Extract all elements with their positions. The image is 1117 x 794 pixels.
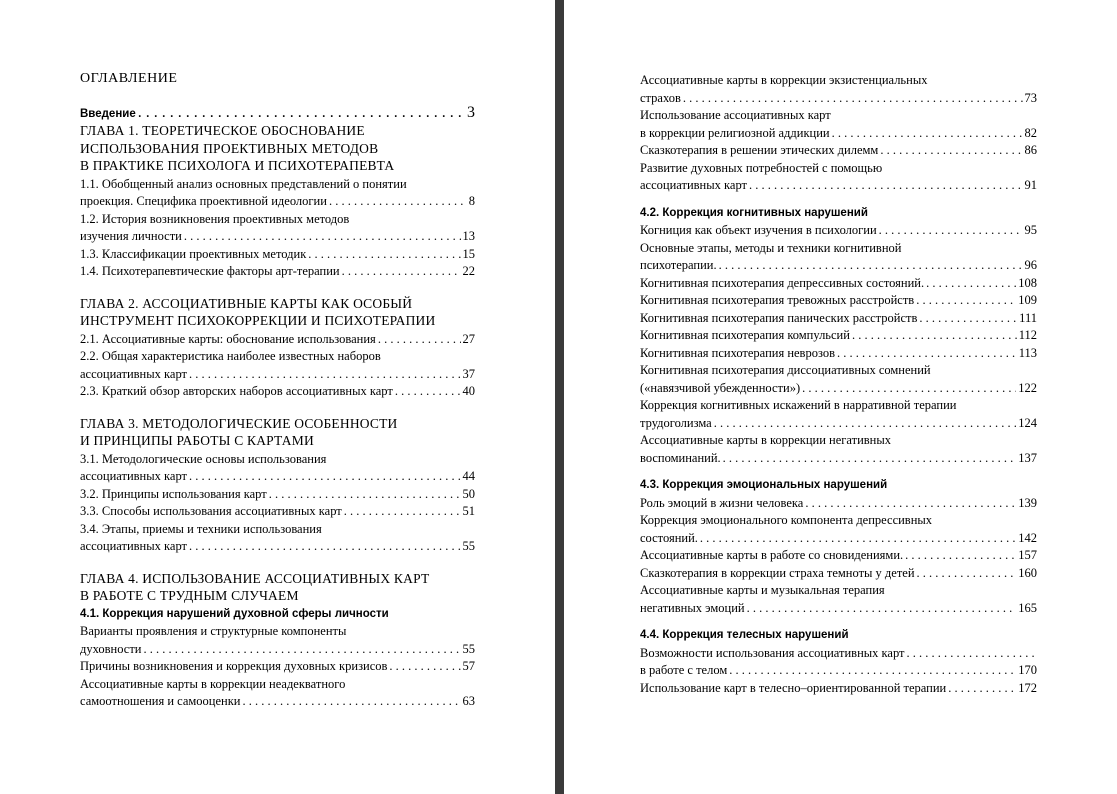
chapter-1-heading[interactable]: ГЛАВА 1. ТЕОРЕТИЧЕСКОЕ ОБОСНОВАНИЕ ИСПОЛЬЗОВАНИЯ ПРОЕКТИВНЫХ МЕТОДОВ В ПРАКТИКЕ ПСИХОЛОГА И ПСИХОТЕРАПЕВТА	[80, 123, 395, 173]
toc-entry-4-3-b[interactable]: Коррекция эмоционального компонента депрессивных состояний. . . . 142	[640, 512, 1037, 547]
toc-entry-4-3-c[interactable]: Ассоциативные карты в работе со сновидениями. . . . 157	[640, 547, 1037, 565]
section-4-3-heading[interactable]: 4.3. Коррекция эмоциональных нарушений	[640, 479, 888, 491]
toc-entry-4-2-a[interactable]: Когниция как объект изучения в психологии . . . 95	[640, 222, 1037, 240]
toc-entry-4-1-c[interactable]: Ассоциативные карты в коррекции неадекватного самоотношения и самооценки . . . 63	[80, 676, 475, 711]
toc-entry-4-3-e[interactable]: Ассоциативные карты и музыкальная терапия негативных эмоций . . . 165	[640, 582, 1037, 617]
toc-entry-4-2-j[interactable]: Ассоциативные карты в коррекции негативных воспоминаний. . . . 137	[640, 432, 1037, 467]
right-page	[564, 0, 1117, 794]
toc-entry-4-3-d[interactable]: Сказкотерапия в коррекции страха темноты у детей . . . 160	[640, 565, 1037, 583]
toc-title: ОГЛАВЛЕНИЕ	[80, 71, 178, 86]
toc-entry-4-2-c[interactable]: Когнитивная психотерапия депрессивных состояний. . . . 108	[640, 275, 1037, 293]
toc-entry-2-2[interactable]: 2.2. Общая характеристика наиболее известных наборов ассоциативных карт . . . 37	[80, 348, 475, 383]
toc-entry-4-2-b[interactable]: Основные этапы, методы и техники когнитивной психотерапии. . . . 96	[640, 240, 1037, 275]
toc-left-column	[80, 70, 475, 711]
toc-entry-4-1-e[interactable]: Использование ассоциативных карт в коррекции религиозной аддикции . . . 82	[640, 107, 1037, 142]
section-4-1-heading[interactable]: 4.1. Коррекция нарушений духовной сферы личности	[80, 607, 389, 620]
toc-entry-1-4[interactable]: 1.4. Психотерапевтические факторы арт-терапии . . . 22	[80, 263, 475, 281]
toc-entry-1-3[interactable]: 1.3. Классификации проективных методик . . . 15	[80, 246, 475, 264]
chapter-2-heading[interactable]: ГЛАВА 2. АССОЦИАТИВНЫЕ КАРТЫ КАК ОСОБЫЙ ИНСТРУМЕНТ ПСИХОКОРРЕКЦИИ И ПСИХОТЕРАПИИ	[80, 295, 436, 328]
toc-entry-3-3[interactable]: 3.3. Способы использования ассоциативных карт . . . 51	[80, 503, 475, 521]
toc-entry-4-1-a[interactable]: Варианты проявления и структурные компоненты духовности . . . 55	[80, 623, 475, 658]
toc-entry-4-4-b[interactable]: Использование карт в телесно–ориентированной терапии . . . 172	[640, 680, 1037, 698]
toc-entry-4-2-f[interactable]: Когнитивная психотерапия компульсий . . . 112	[640, 327, 1037, 345]
toc-right-column	[640, 72, 1037, 697]
section-4-2-heading[interactable]: 4.2. Коррекция когнитивных нарушений	[640, 206, 868, 219]
toc-entry-4-1-b[interactable]: Причины возникновения и коррекция духовных кризисов . . . 57	[80, 658, 475, 676]
toc-entry-2-3[interactable]: 2.3. Краткий обзор авторских наборов ассоциативных карт . . . 40	[80, 383, 475, 401]
toc-entry-1-2[interactable]: 1.2. История возникновения проективных методов изучения личности . . . 13	[80, 211, 475, 246]
chapter-3-heading[interactable]: ГЛАВА 3. МЕТОДОЛОГИЧЕСКИЕ ОСОБЕННОСТИ И ПРИНЦИПЫ РАБОТЫ С КАРТАМИ	[80, 415, 398, 448]
toc-entry-4-3-a[interactable]: Роль эмоций в жизни человека . . . 139	[640, 495, 1037, 513]
left-page	[0, 0, 555, 794]
toc-entry-4-2-h[interactable]: Когнитивная психотерапия диссоциативных сомнений («навязчивой убежденности») . . . 122	[640, 362, 1037, 397]
toc-entry-4-2-g[interactable]: Когнитивная психотерапия неврозов . . . 113	[640, 345, 1037, 363]
toc-entry-4-2-d[interactable]: Когнитивная психотерапия тревожных расстройств . . . 109	[640, 292, 1037, 310]
toc-entry-1-1[interactable]: 1.1. Обобщенный анализ основных представлений о понятии проекция. Специфика проективной идеологии . . . 8	[80, 176, 475, 211]
chapter-4-heading[interactable]: ГЛАВА 4. ИСПОЛЬЗОВАНИЕ АССОЦИАТИВНЫХ КАРТ В РАБОТЕ С ТРУДНЫМ СЛУЧАЕМ	[80, 570, 430, 603]
toc-entry-4-4-a[interactable]: Возможности использования ассоциативных карт . . . в работе с телом . . . 170	[640, 645, 1037, 680]
toc-entry-4-1-d[interactable]: Ассоциативные карты в коррекции экзистенциальных страхов . . . 73	[640, 72, 1037, 107]
section-4-4-heading[interactable]: 4.4. Коррекция телесных нарушений	[640, 629, 849, 641]
toc-entry-4-2-e[interactable]: Когнитивная психотерапия панических расстройств . . . 111	[640, 310, 1037, 328]
toc-entry-4-1-g[interactable]: Развитие духовных потребностей с помощью ассоциативных карт . . . 91	[640, 160, 1037, 195]
toc-entry-4-1-f[interactable]: Сказкотерапия в решении этических дилемм . . . 86	[640, 142, 1037, 160]
toc-entry-intro[interactable]: Введение . . . 3	[80, 104, 475, 122]
toc-entry-2-1[interactable]: 2.1. Ассоциативные карты: обоснование использования . . . 27	[80, 331, 475, 349]
toc-entry-3-4[interactable]: 3.4. Этапы, приемы и техники использования ассоциативных карт . . . 55	[80, 521, 475, 556]
toc-entry-4-2-i[interactable]: Коррекция когнитивных искажений в нарративной терапии трудоголизма . . . 124	[640, 397, 1037, 432]
toc-entry-3-2[interactable]: 3.2. Принципы использования карт . . . 50	[80, 486, 475, 504]
toc-entry-3-1[interactable]: 3.1. Методологические основы использования ассоциативных карт . . . 44	[80, 451, 475, 486]
